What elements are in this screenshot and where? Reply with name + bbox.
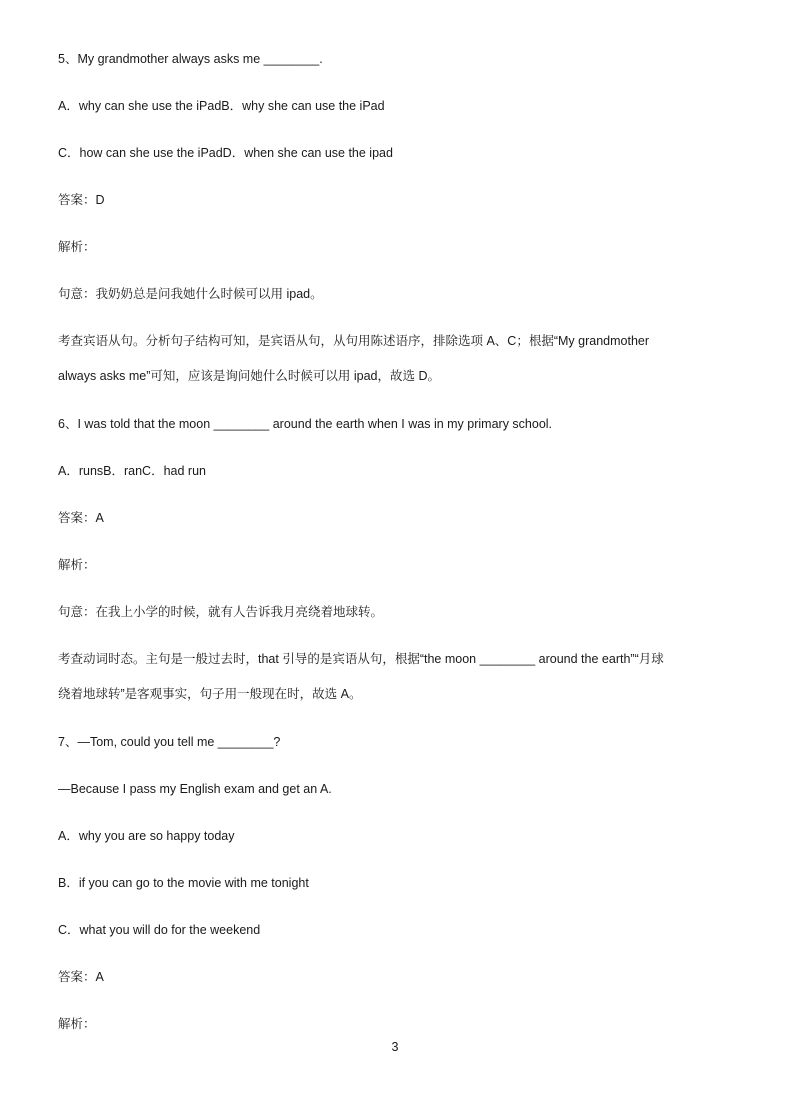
question-6-stem: 6、I was told that the moon ________ around the earth when I was in my primary school.	[58, 417, 553, 431]
question-7-reply: —Because I pass my English exam and get an A.	[58, 782, 332, 796]
question-6-analysis-label: 解析：	[58, 558, 96, 572]
question-7-answer: 答案：A	[58, 970, 104, 984]
question-7-option-a: A．why you are so happy today	[58, 829, 235, 843]
question-7-option-c: C．what you will do for the weekend	[58, 923, 261, 937]
question-5-explanation-line-1: 考查宾语从句。分析句子结构可知，是宾语从句，从句用陈述语序，排除选项 A、C；根据“My grandmother	[58, 334, 650, 348]
question-6-meaning: 句意：在我上小学的时候，就有人告诉我月亮绕着地球转。	[58, 605, 384, 619]
question-6-options: A．runsB．ranC．had run	[58, 464, 206, 478]
question-5-options-cd: C．how can she use the iPadD．when she can use the ipad	[58, 146, 393, 160]
question-5-options-ab: A．why can she use the iPadB．why she can use the iPad	[58, 99, 385, 113]
question-6-explanation-line-2: 绕着地球转”是客观事实，句子用一般现在时，故选 A。	[58, 687, 362, 701]
question-7-option-b: B．if you can go to the movie with me tonight	[58, 876, 309, 890]
page-number: 3	[391, 1040, 399, 1054]
question-7-analysis-label: 解析：	[58, 1017, 96, 1031]
question-7-stem: 7、—Tom, could you tell me ________?	[58, 735, 281, 749]
question-5-explanation-line-2: always asks me”可知，应该是询问她什么时候可以用 ipad，故选 D。	[58, 369, 440, 383]
question-5-analysis-label: 解析：	[58, 240, 96, 254]
question-6-answer: 答案：A	[58, 511, 104, 525]
question-5-stem: 5、My grandmother always asks me ________.	[58, 52, 323, 66]
question-6-explanation-line-1: 考查动词时态。主句是一般过去时，that 引导的是宾语从句，根据“the moon ________ around the earth”“月球	[58, 652, 664, 666]
question-5-meaning: 句意：我奶奶总是问我她什么时候可以用 ipad。	[58, 287, 323, 301]
question-5-answer: 答案：D	[58, 193, 105, 207]
